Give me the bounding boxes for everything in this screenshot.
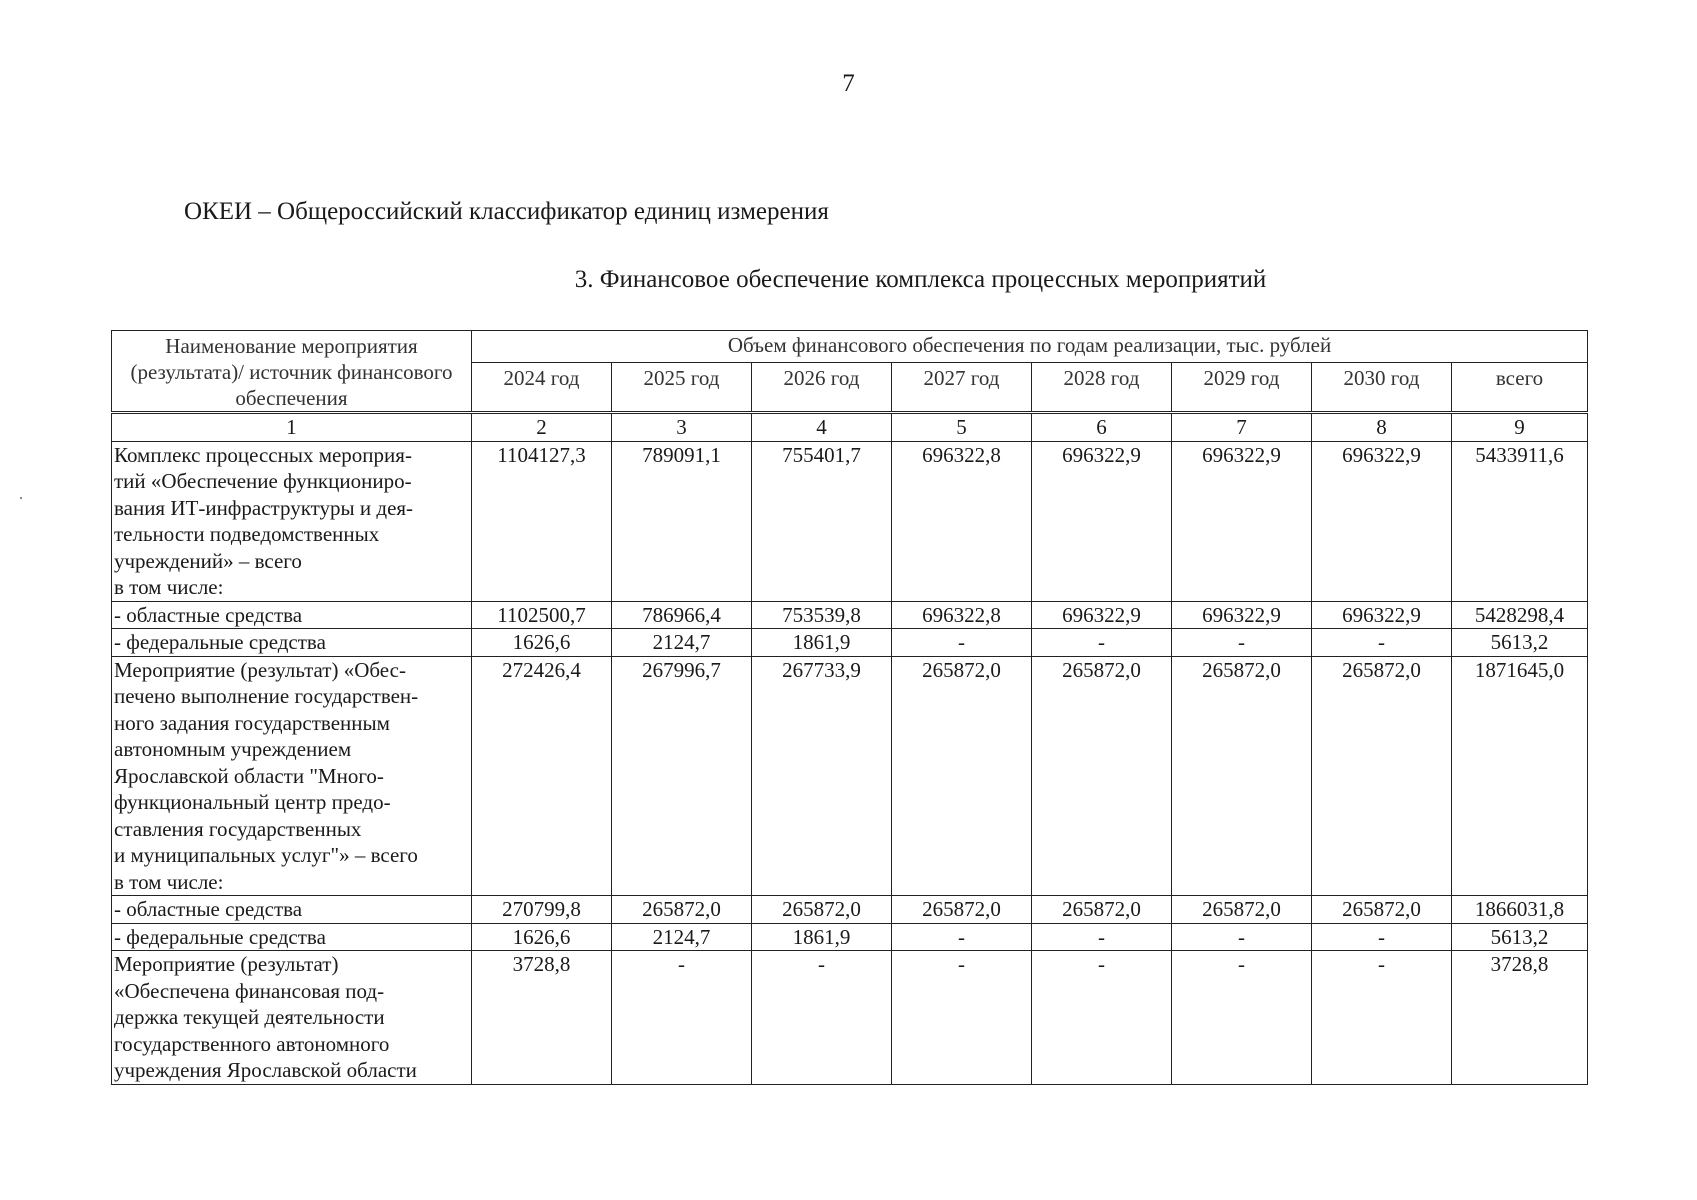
row-total: 1871645,0 [1452, 656, 1588, 896]
section-title [0, 266, 1697, 294]
header-year: 2027 год [892, 363, 1032, 413]
row-value: 265872,0 [1312, 656, 1452, 896]
row-value: 267733,9 [752, 656, 892, 896]
header-year: 2025 год [612, 363, 752, 413]
row-value: 696322,9 [1312, 601, 1452, 629]
header-name: Наименование мероприятия (результата)/ источник финансового обеспечения [112, 331, 472, 413]
row-value: 696322,9 [1032, 441, 1172, 601]
row-value: 1861,9 [752, 923, 892, 951]
row-value: 265872,0 [752, 896, 892, 924]
column-index: 4 [752, 413, 892, 442]
page-number: 7 [842, 70, 855, 97]
row-value: 265872,0 [1172, 656, 1312, 896]
row-name: - областные средства [112, 896, 472, 924]
financing-table-wrapper [111, 330, 1588, 1085]
row-value: - [1032, 951, 1172, 1085]
row-value: 696322,8 [892, 601, 1032, 629]
row-value: 696322,9 [1312, 441, 1452, 601]
header-total: всего [1452, 363, 1588, 413]
row-total: 5433911,6 [1452, 441, 1588, 601]
row-total: 3728,8 [1452, 951, 1588, 1085]
row-value: 265872,0 [1032, 656, 1172, 896]
row-value: 265872,0 [1172, 896, 1312, 924]
row-value: - [1172, 629, 1312, 657]
row-value: 696322,9 [1172, 441, 1312, 601]
row-value: - [1172, 951, 1312, 1085]
row-value: 272426,4 [472, 656, 612, 896]
table-row [112, 951, 1588, 1085]
okei-note: ОКЕИ – Общероссийский классификатор единиц измерения [184, 198, 829, 225]
header-year: 2030 год [1312, 363, 1452, 413]
financing-table [111, 330, 1588, 1085]
column-index: 3 [612, 413, 752, 442]
row-value: - [752, 951, 892, 1085]
row-value: 696322,9 [1172, 601, 1312, 629]
row-name: - федеральные средства [112, 923, 472, 951]
row-name: Мероприятие (результат) «Обеспечена финансовая под- держка текущей деятельности государственного автономного учреждения Ярославской области [112, 951, 472, 1085]
table-body [112, 413, 1588, 1085]
column-index: 7 [1172, 413, 1312, 442]
header-year: 2029 год [1172, 363, 1312, 413]
column-index: 6 [1032, 413, 1172, 442]
row-value: 265872,0 [892, 896, 1032, 924]
row-value: - [892, 923, 1032, 951]
row-value: 1626,6 [472, 629, 612, 657]
row-value: 786966,4 [612, 601, 752, 629]
row-value: - [1032, 923, 1172, 951]
row-total: 5613,2 [1452, 923, 1588, 951]
section-title-text: 3. Финансовое обеспечение комплекса процессных мероприятий [574, 266, 1267, 293]
row-value: 755401,7 [752, 441, 892, 601]
column-index: 1 [112, 413, 472, 442]
table-row [112, 601, 1588, 629]
row-value: 265872,0 [1032, 896, 1172, 924]
row-value: 270799,8 [472, 896, 612, 924]
header-year: 2024 год [472, 363, 612, 413]
row-value: 1861,9 [752, 629, 892, 657]
row-value: 696322,9 [1032, 601, 1172, 629]
row-value: 265872,0 [892, 656, 1032, 896]
row-value: - [892, 629, 1032, 657]
table-row [112, 441, 1588, 601]
row-value: 753539,8 [752, 601, 892, 629]
row-value: - [1312, 951, 1452, 1085]
column-index: 9 [1452, 413, 1588, 442]
row-value: 2124,7 [612, 923, 752, 951]
row-value: - [612, 951, 752, 1085]
row-value: 265872,0 [1312, 896, 1452, 924]
table-row [112, 923, 1588, 951]
column-index: 8 [1312, 413, 1452, 442]
row-total: 1866031,8 [1452, 896, 1588, 924]
table-row [112, 656, 1588, 896]
row-name: - областные средства [112, 601, 472, 629]
row-total: 5613,2 [1452, 629, 1588, 657]
row-value: 1102500,7 [472, 601, 612, 629]
header-group: Объем финансового обеспечения по годам реализации, тыс. рублей [472, 331, 1588, 363]
table-row [112, 896, 1588, 924]
row-value: - [1312, 629, 1452, 657]
row-name: Комплекс процессных мероприя- тий «Обеспечение функциониро- вания ИТ-инфраструктуры и дея- тельности подведомственных учреждений» – всего в том числе: [112, 441, 472, 601]
row-total: 5428298,4 [1452, 601, 1588, 629]
header-year: 2026 год [752, 363, 892, 413]
column-index: 5 [892, 413, 1032, 442]
column-index-row [112, 413, 1588, 442]
scan-speck [20, 497, 22, 499]
row-name: - федеральные средства [112, 629, 472, 657]
row-value: 1104127,3 [472, 441, 612, 601]
table-row [112, 629, 1588, 657]
row-value: - [1312, 923, 1452, 951]
row-value: - [1172, 923, 1312, 951]
row-value: 1626,6 [472, 923, 612, 951]
header-year: 2028 год [1032, 363, 1172, 413]
row-name: Мероприятие (результат) «Обес- печено выполнение государствен- ного задания государственным автономным учреждением Ярославской области "Много- функциональный центр предо- ставления государственных и муниципальных услуг"» – всего в том числе: [112, 656, 472, 896]
row-value: 696322,8 [892, 441, 1032, 601]
column-index: 2 [472, 413, 612, 442]
row-value: - [892, 951, 1032, 1085]
row-value: 2124,7 [612, 629, 752, 657]
row-value: 267996,7 [612, 656, 752, 896]
row-value: 3728,8 [472, 951, 612, 1085]
row-value: 265872,0 [612, 896, 752, 924]
row-value: - [1032, 629, 1172, 657]
row-value: 789091,1 [612, 441, 752, 601]
